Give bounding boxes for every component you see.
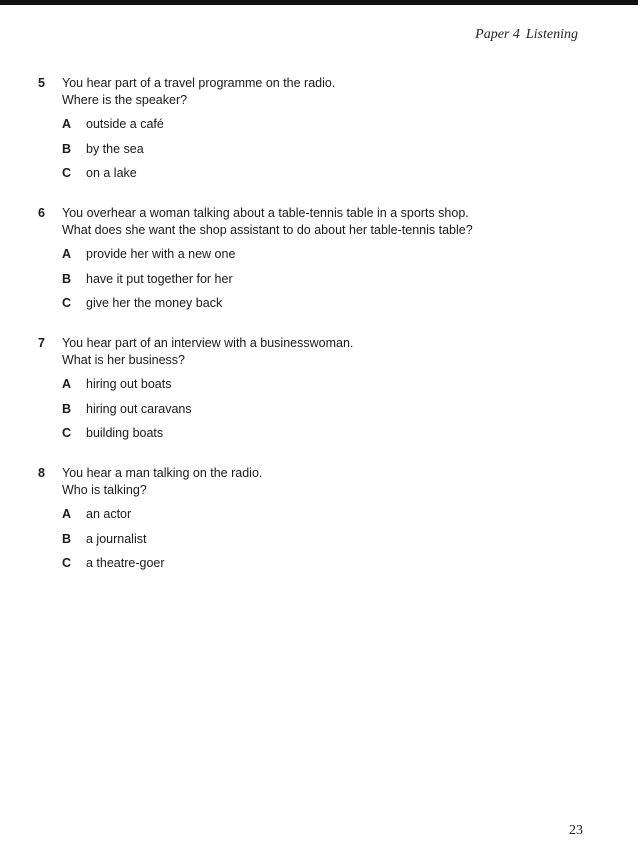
question-line: What is her business? (62, 353, 185, 367)
option-a (62, 376, 598, 401)
option-letter: C (62, 166, 72, 180)
option-letter: C (62, 296, 72, 310)
option-letter: A (62, 507, 72, 521)
question-line: You hear part of an interview with a businesswoman. (62, 336, 354, 350)
option-text: hiring out caravans (86, 401, 192, 416)
section-label: Listening (525, 27, 578, 42)
option-letter: A (62, 377, 72, 391)
question-line: What does she want the shop assistant to do about her table-tennis table? (62, 223, 473, 237)
option-text: an actor (86, 507, 132, 521)
option-letter: B (62, 141, 72, 156)
paper-label: Paper 4 (475, 27, 520, 42)
question-number: 8 (38, 466, 45, 480)
question-line: You hear part of a travel programme on the radio. (62, 76, 336, 90)
option-list (62, 506, 598, 580)
question-line: You overhear a woman talking about a table-tennis table in a sports shop. (62, 206, 469, 220)
option-b (62, 271, 598, 296)
question-stem (38, 335, 598, 369)
question-text (62, 75, 335, 109)
question-text (62, 205, 473, 239)
option-c (62, 425, 598, 450)
option-text: have it put together for her (86, 271, 233, 286)
option-text: provide her with a new one (86, 247, 236, 261)
question-text (62, 465, 262, 499)
option-text: on a lake (86, 166, 137, 180)
option-letter: B (62, 531, 72, 546)
question-6 (38, 205, 598, 320)
option-text: building boats (86, 426, 164, 440)
option-c (62, 295, 598, 320)
question-number: 5 (38, 76, 45, 90)
question-stem (38, 205, 598, 239)
question-5 (38, 75, 598, 190)
option-text: a theatre-goer (86, 556, 165, 570)
question-line: Where is the speaker? (62, 93, 188, 107)
option-b (62, 141, 598, 166)
option-b (62, 531, 598, 556)
option-c (62, 165, 598, 190)
option-text: by the sea (86, 141, 144, 156)
option-a (62, 116, 598, 141)
option-text: hiring out boats (86, 377, 172, 391)
question-stem (38, 465, 598, 499)
option-list (62, 376, 598, 450)
option-list (62, 246, 598, 320)
option-letter: A (62, 247, 72, 261)
option-a (62, 246, 598, 271)
option-list (62, 116, 598, 190)
question-line: You hear a man talking on the radio. (62, 466, 263, 480)
option-text: a journalist (86, 531, 147, 546)
option-letter: B (62, 271, 72, 286)
question-7 (38, 335, 598, 450)
question-text (62, 335, 353, 369)
question-number: 7 (38, 336, 45, 350)
option-letter: A (62, 117, 72, 131)
page-number: 23 (569, 823, 583, 838)
option-b (62, 401, 598, 426)
option-letter: C (62, 426, 72, 440)
option-letter: B (62, 401, 72, 416)
page-header (475, 27, 578, 43)
option-text: outside a café (86, 117, 164, 131)
option-a (62, 506, 598, 531)
option-text: give her the money back (86, 296, 223, 310)
option-letter: C (62, 556, 72, 570)
option-c (62, 555, 598, 580)
question-number: 6 (38, 206, 45, 220)
question-8 (38, 465, 598, 580)
question-line: Who is talking? (62, 483, 147, 497)
top-border-rule (0, 0, 638, 5)
question-stem (38, 75, 598, 109)
